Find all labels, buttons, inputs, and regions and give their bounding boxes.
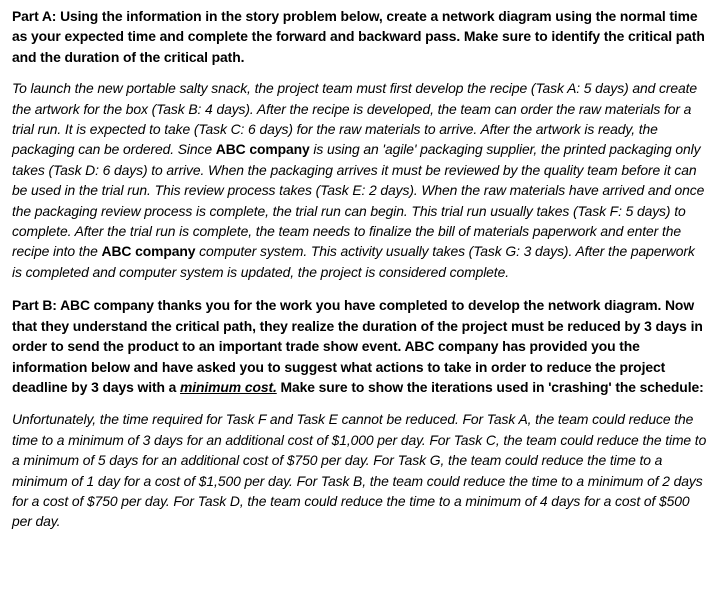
part-b-heading [12, 295, 707, 397]
crashing-information: Unfortunately, the time required for Task F and Task E cannot be reduced. For Task A, the team could reduce the time to a minimum of 3 days for an additional cost of $1,000 per day. For Task C, the team could reduce the time to a minimum of 5 days for an additional cost of $750 per day. For Task G, the team could reduce the time to a minimum of 1 day for a cost of $1,500 per day. For Task B, the team could reduce the time to a minimum of 2 days for a cost of $750 per day. For Task D, the team could reduce the time to a minimum of 4 days for a cost of $500 per day. [12, 411, 707, 530]
story-problem [12, 78, 707, 282]
story-text-3: computer system. This activity usually takes (Task G: 3 days). After the paperwork is completed and computer system is updated, the project is considered complete. [12, 243, 695, 280]
part-b-text-1: Part B: ABC company thanks you for the work you have completed to develop the network diagram. Now that they understand the critical path, they realize the duration of the project must be reduced by 3 days in order to send the product to an important trade show event. ABC company has provided you the information below and have asked you to suggest what actions to take in order to reduce the project deadline by 3 days with a [12, 297, 703, 395]
story-text-2: is using an 'agile' packaging supplier, the printed packaging only takes (Task D: 6 days) to arrive. When the packaging arrives it must be reviewed by the quality team before it can be used in the trial run. This review process takes (Task E: 2 days). When the raw materials have arrived and once the packaging review process is complete, the trial run can begin. This trial run usually takes (Task F: 5 days) to complete. After the trial run is complete, the team needs to finalize the bill of materials paperwork and enter the recipe into the [12, 141, 705, 260]
part-a-heading: Part A: Using the information in the story problem below, create a network diagram using the normal time as your expected time and complete the forward and backward pass. Make sure to identify the critical path and the duration of the critical path. [12, 8, 705, 65]
company-name: ABC company [215, 141, 310, 158]
part-b-text-2: Make sure to show the iterations used in 'crashing' the schedule: [276, 378, 704, 395]
story-text-1: To launch the new portable salty snack, the project team must first develop the recipe (Task A: 5 days) and create the artwork for the box (Task B: 4 days). After the recipe is developed, the team can order the raw materials for a trial run. It is expected to take (Task C: 6 days) for the raw materials to arrive. After the artwork is ready, the packaging can be ordered. Since [12, 80, 698, 158]
company-name: ABC company [101, 243, 196, 260]
minimum-cost-emphasis: minimum cost. [180, 378, 277, 395]
